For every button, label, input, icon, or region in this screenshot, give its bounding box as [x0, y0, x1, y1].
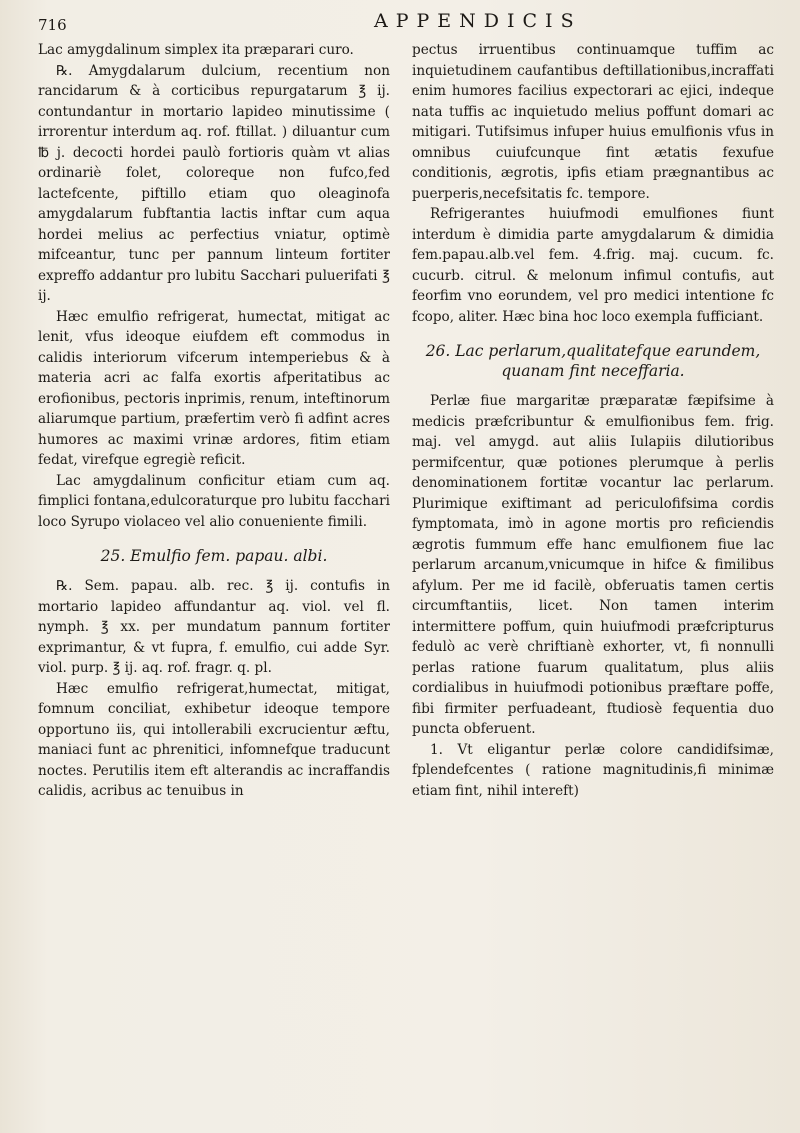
paragraph: Lac amygdalinum conficitur etiam cum aq. fimplici fontana,edulcoraturque pro lubitu facchari loco Syrupo violaceo vel alio conueniente fimili.	[38, 472, 390, 530]
paragraph: pectus irruentibus continuamque tuffim ac inquietudinem caufantibus deftillationibus,incraffati enim humores facilius expectorari ac ejici, indeque nata tuffis ac inquietudo melius poffunt domari ac mitigari. Tutifsimus infuper huius emulfionis vfus in omnibus cuiufcunque fint ætatis fexufue conditionis, ægrotis, ipfis etiam prægnantibus ac puerperis,necefsitatis fc. tempore.	[412, 42, 774, 202]
section-heading-26: 26. Lac perlarum,qualitatefque earundem, quanam fint neceffaria.	[425, 342, 761, 380]
paragraph: Lac amygdalinum simplex ita præparari curo.	[38, 42, 354, 58]
paragraph: Perlæ fiue margaritæ præparatæ fæpifsime à medicis præfcribuntur & emulfionibus fem. frig. maj. vel amygd. aut aliis Iulapiis dilutioribus permifcentur, quæ potiones plerumque à perlis denominationem fortitæ vocantur lac perlarum. Plurimique exiftimant ad periculofifsima cordis fymptomata, imò in agone mortis pro reficiendis ægrotis fummum effe hanc emulfionem fiue lac perlarum arcanum,vnicumque in hifce & fimilibus afylum. Per me id facilè, obferuatis tamen certis circumftantiis, licet. Non tamen interim intermittere poffum, quin huiufmodi præfcripturus fedulò ac verè chriftianè exhorter, vt, fi nonnulli perlas ratione fuarum qualitatum, plus aliis cordialibus in huiufmodi potionibus præftare poffe, fibi firmiter perfuadeant, ftudiosè fequentia duo puncta obferuent.	[412, 393, 774, 737]
list-item: 1. Vt eligantur perlæ colore candidifsimæ, fplendefcentes ( ratione magnitudinis,fi minimæ etiam fint, nihil intereft)	[412, 741, 774, 799]
recipe-paragraph: ℞. Amygdalarum dulcium, recentium non rancidarum & à corticibus repurgatarum ℥ ij. contundantur in mortario lapideo minutissime ( irrorentur interdum aq. rof. ftillat. ) diluantur cum ℔ j. decocti hordei paulò fortioris quàm vt alias ordinariè folet, coloreque non fufco,fed lactefcente, piftillo etiam quo oleaginofa amygdalarum fubftantia lactis inftar cum aqua hordei melius ac perfectius vniatur, optimè mifceantur, tunc per pannum linteum fortiter expreffo addantur pro lubitu Sacchari puluerifati ℥ ij.	[38, 62, 390, 304]
paragraph: Refrigerantes huiufmodi emulfiones fiunt interdum è dimidia parte amygdalarum & dimidia fem.papau.alb.vel fem. 4.frig. maj. cucum. fc. cucurb. citrul. & melonum infimul contufis, aut feorfim vno eorundem, vel pro medici intentione fc fcopo, aliter. Hæc bina hoc loco exempla fufficiant.	[412, 206, 774, 325]
page-header	[38, 10, 788, 44]
running-head: APPENDICIS	[374, 10, 582, 32]
paragraph: Hæc emulfio refrigerat,humectat, mitigat, fomnum conciliat, exhibetur ideoque tempore opportuno iis, qui intollerabili excrucientur æftu, maniaci funt ac phrenitici, infomnefque traducunt noctes. Perutilis item eft alterandis ac incraffandis calidis, acribus ac tenuibus in	[38, 680, 390, 799]
page-number: 716	[38, 16, 67, 34]
recipe-paragraph: ℞. Sem. papau. alb. rec. ℥ ij. contufis in mortario lapideo affundantur aq. viol. vel fl. nymph. ℥ xx. per mundatum pannum fortiter exprimantur, & vt fupra, f. emulfio, cui adde Syr. viol. purp. ℥ ij. aq. rof. fragr. q. pl.	[38, 578, 390, 676]
paragraph: Hæc emulfio refrigerat, humectat, mitigat ac lenit, vfus ideoque eiufdem eft commodus in calidis interiorum vifcerum intemperiebus & à materia acri ac falfa exortis afperitatibus ac erofionibus, pectoris inprimis, renum, inteftinorum aliarumque partium, præfertim verò fi adfint acres humores ac maximi vrinæ ardores, fitim etiam fedat, virefque egregiè reficit.	[38, 308, 390, 468]
left-column	[38, 40, 390, 802]
section-heading-25: 25. Emulfio fem. papau. albi.	[100, 547, 328, 565]
right-column	[412, 40, 774, 801]
